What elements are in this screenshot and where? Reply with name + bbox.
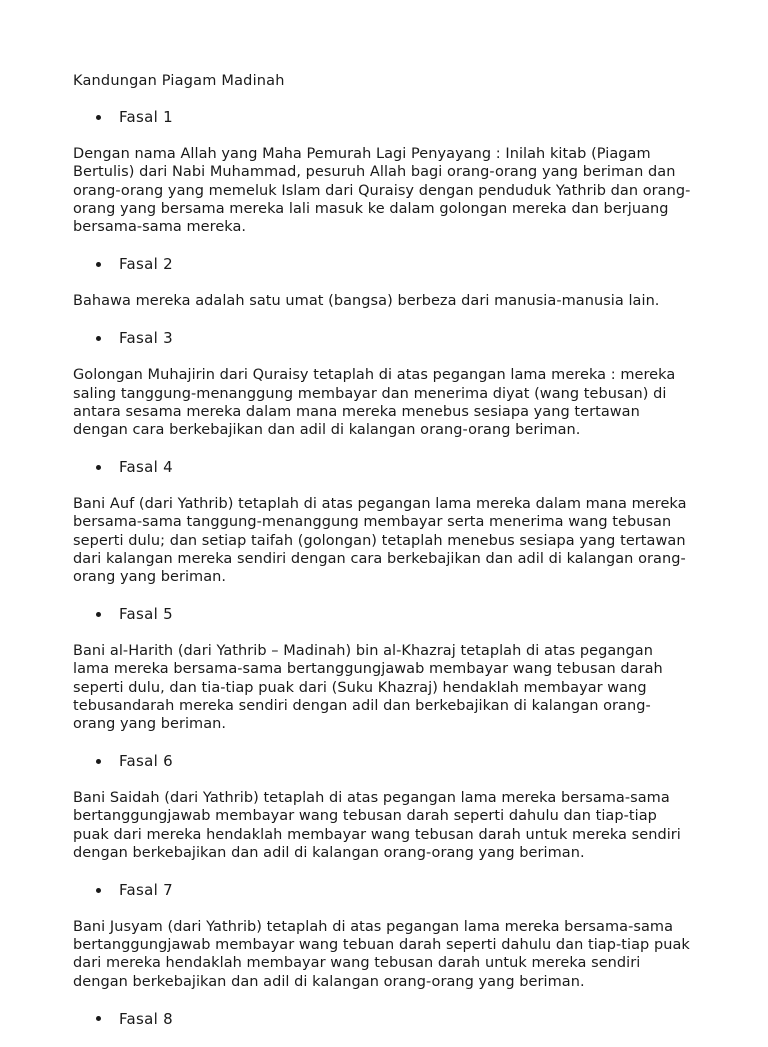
- section-heading-fasal-4: [73, 458, 733, 476]
- section-heading-fasal-8: [73, 1010, 733, 1028]
- section-heading-fasal-3: [73, 329, 733, 347]
- bullet-icon: [96, 759, 101, 764]
- section-label: Fasal 4: [119, 458, 174, 477]
- bullet-icon: [96, 465, 101, 470]
- section-label: Fasal 1: [119, 108, 174, 127]
- section-heading-fasal-7: [73, 881, 733, 899]
- section-text-fasal-5: Bani al-Harith (dari Yathrib – Madinah) bin al-Khazraj tetaplah di atas pegangan lama mereka bersama-sama bertanggungjawab membayar wang tebusan darah seperti dulu, dan tia-tiap puak dari (Suku Khazraj) hendaklah membayar wang tebusandarah mereka sendiri dengan adil dan berkebajikan di kalangan orang- orang yang beriman.: [73, 643, 663, 733]
- section-label: Fasal 7: [119, 880, 174, 899]
- section-text-fasal-2: Bahawa mereka adalah satu umat (bangsa) berbeza dari manusia-manusia lain.: [73, 293, 660, 310]
- document-title: Kandungan Piagam Madinah: [73, 73, 285, 89]
- section-label: Fasal 2: [119, 255, 174, 274]
- section-heading-fasal-1: [73, 108, 733, 126]
- section-text-fasal-1: Dengan nama Allah yang Maha Pemurah Lagi Penyayang : Inilah kitab (Piagam Bertulis) dari Nabi Muhammad, pesuruh Allah bagi orang-orang yang beriman dan orang-orang yang memeluk Islam dari Quraisy dengan penduduk Yathrib dan orang- orang yang bersama mereka lali masuk ke dalam golongan mereka dan berjuang bersama-sama mereka.: [73, 146, 691, 236]
- bullet-icon: [96, 115, 101, 120]
- document-page: [73, 72, 733, 1047]
- section-heading-fasal-2: [73, 255, 733, 273]
- section-label: Fasal 6: [119, 752, 174, 771]
- section-label: Fasal 8: [119, 1009, 174, 1028]
- section-text-fasal-3: Golongan Muhajirin dari Quraisy tetaplah di atas pegangan lama mereka : mereka saling tanggung-menanggung membayar dan menerima diyat (wang tebusan) di antara sesama mereka dalam mana mereka menebus sesiapa yang tertawan dengan cara berkebajikan dan adil di kalangan orang-orang beriman.: [73, 367, 676, 439]
- bullet-icon: [96, 1016, 101, 1021]
- section-text-fasal-6: Bani Saidah (dari Yathrib) tetaplah di atas pegangan lama mereka bersama-sama bertanggungjawab membayar wang tebusan darah seperti dahulu dan tiap-tiap puak dari mereka hendaklah membayar wang tebusan darah untuk mereka sendiri dengan berkebajikan dan adil di kalangan orang-orang yang beriman.: [73, 790, 681, 861]
- section-heading-fasal-5: [73, 605, 733, 623]
- section-label: Fasal 5: [119, 605, 174, 624]
- section-text-fasal-4: Bani Auf (dari Yathrib) tetaplah di atas pegangan lama mereka dalam mana mereka bersama-sama tanggung-menanggung membayar serta menerima wang tebusan seperti dulu; dan setiap taifah (golongan) tetaplah menebus sesiapa yang tertawan dari kalangan mereka sendiri dengan cara berkebajikan dan adil di kalangan orang- orang yang beriman.: [73, 496, 687, 586]
- bullet-icon: [96, 612, 101, 617]
- section-text-fasal-7: Bani Jusyam (dari Yathrib) tetaplah di atas pegangan lama mereka bersama-sama bertanggungjawab membayar wang tebuan darah seperti dahulu dan tiap-tiap puak dari mereka hendaklah membayar wang tebusan darah untuk mereka sendiri dengan berkebajikan dan adil di kalangan orang-orang yang beriman.: [73, 919, 690, 990]
- bullet-icon: [96, 336, 101, 341]
- bullet-icon: [96, 888, 101, 893]
- section-heading-fasal-6: [73, 752, 733, 770]
- bullet-icon: [96, 262, 101, 267]
- section-label: Fasal 3: [119, 329, 174, 348]
